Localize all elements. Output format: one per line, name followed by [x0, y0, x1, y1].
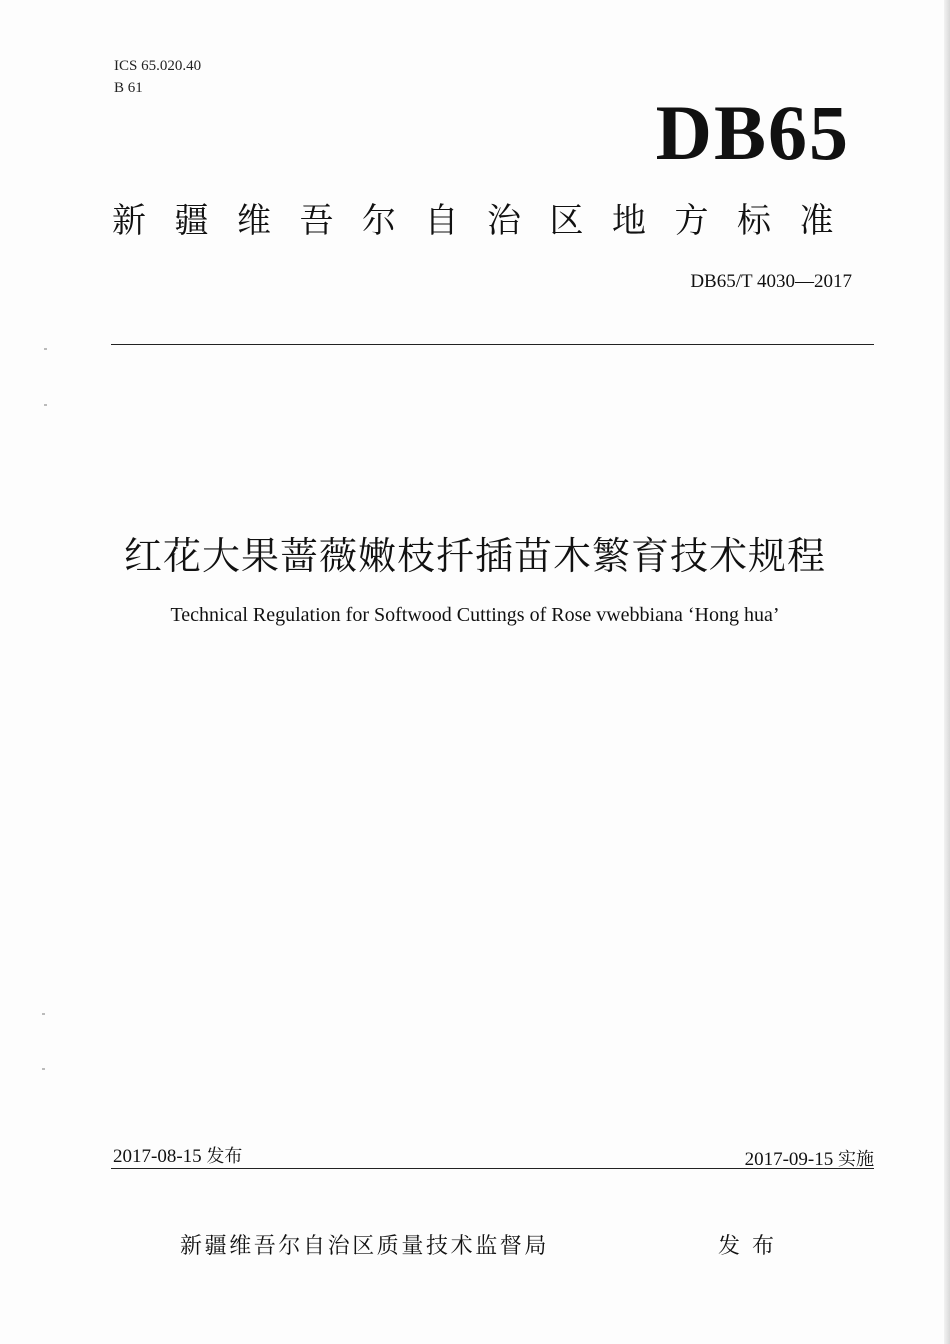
standard-type-label: 新疆维吾尔自治区地方标准: [112, 201, 862, 241]
scan-speck: [44, 404, 47, 406]
standard-brand-mark: DB65: [655, 89, 850, 176]
document-title-english: Technical Regulation for Softwood Cuttings of Rose vwebbiana ‘Hong hua’: [170, 604, 780, 626]
document-title-chinese: 红花大果蔷薇嫩枝扦插苗木繁育技术规程: [123, 534, 826, 578]
top-divider: [111, 344, 874, 345]
ics-code: ICS 65.020.40: [114, 58, 202, 74]
issue-date-value: 2017-08-15: [113, 1146, 202, 1167]
publish-action-label: 发布: [718, 1234, 787, 1259]
scan-speck: [42, 1013, 45, 1015]
bottom-divider: [111, 1168, 874, 1169]
effective-date-label: 实施: [838, 1149, 874, 1170]
scan-edge: [944, 0, 950, 1344]
ccs-code: B 61: [114, 80, 143, 96]
publisher-name: 新疆维吾尔自治区质量技术监督局: [180, 1234, 550, 1259]
scan-speck: [44, 348, 47, 350]
issue-date: [113, 1142, 242, 1168]
scan-speck: [42, 1068, 45, 1070]
issue-date-label: 发布: [206, 1146, 243, 1167]
classification-codes: [114, 55, 201, 99]
effective-date-value: 2017-09-15: [744, 1149, 834, 1170]
standard-number: DB65/T 4030—2017: [690, 271, 852, 292]
